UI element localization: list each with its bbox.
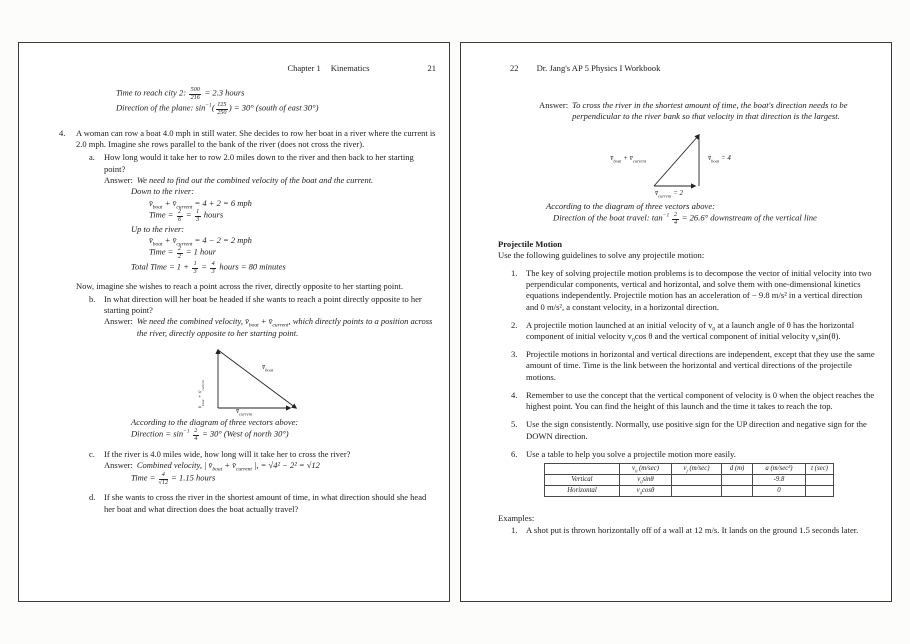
guideline-item [511, 268, 876, 313]
table-cell: -9.8 [753, 474, 806, 485]
table-header-cell [545, 463, 620, 474]
part-label: a. [89, 152, 95, 163]
solution-line: Time to reach city 2: $\frac{500}{216}$ = 2.3 hours [116, 87, 245, 102]
table-header-cell: a (m/sec²) [753, 463, 806, 474]
table-header-cell: d (m) [722, 463, 753, 474]
table-header-cell: t (sec) [806, 463, 834, 474]
part-a [89, 152, 436, 175]
table-header-cell: $v_0$ (m/sec) [620, 463, 672, 474]
part-text: If the river is 4.0 miles wide, how long will it take her to cross the river? [104, 449, 351, 460]
table-cell: 0 [753, 485, 806, 496]
answer-label: Answer: [104, 316, 133, 327]
table-cell [806, 474, 834, 485]
left-page-header [59, 63, 436, 74]
work-line: Total Time = 1 + $\frac{1}{3}$ = $\frac{4}{3}$ hours = 80 minutes [131, 260, 286, 275]
current-vector-label: $v̄_{current} = 2$ [655, 188, 684, 198]
question-text: A woman can row a boat 4.0 mph in still water. She decides to row her boat in a river where the current is 2.0 mph. Imagine she rows parallel to the bank of the river (does not cross the river). [76, 127, 436, 150]
guideline-item [511, 449, 876, 460]
resultant-vector-line [654, 135, 699, 186]
solution-line: Direction of the plane: $\sin^{-1}$( $\frac{125}{250}$ ) = 30° (south of east 30°) [116, 102, 319, 116]
part-label: b. [89, 293, 96, 304]
guideline-text: Remember to use the concept that the vertical component of velocity is 0 when the object reaches the highest point. You can find the height of this launch and the time it takes to reach the top. [526, 389, 875, 412]
boat-vector-label: $v̄_{boat} = 4$ [708, 153, 731, 163]
guideline-number: 1. [511, 268, 518, 279]
guideline-number: 2. [511, 319, 518, 330]
answer-text: We need to find out the combined velocity of the boat and the current. [136, 174, 374, 185]
answer-label: Answer: [104, 460, 133, 471]
page-21 [18, 42, 450, 602]
answer-label: Answer: [104, 174, 133, 185]
answer-text: Combined velocity, | $v̄_{boat}$ + $v̄_{current}$ |, = √4² − 2² = √12 [136, 460, 320, 474]
question-number: 4. [59, 127, 66, 138]
boat-vector-line [218, 350, 296, 408]
example-number: 1. [511, 525, 518, 536]
guideline-text: Use the sign consistently. Normally, use positive sign for the UP direction and negative sign for the DOWN direction. [526, 419, 867, 441]
part-text: How long would it take her to row 2.0 miles down to the river and then back to her starting point? [104, 152, 414, 174]
work-line: $v̄_{boat}$ + $v̄_{current} = 4 - 2 = 2$ mph [149, 234, 252, 248]
guideline-text: The key of solving projectile motion problems is to decompose the vector of initial velocity into two perpendicular components, vertical and horizontal, and solve them with one-dimensional kinetics equations independently. Projectile motion has an acceleration of − 9.8 m/s² in a vertical direction and 0 m/s², a constant velocity, in a horizontal direction. [526, 268, 872, 312]
right-page-header [510, 63, 876, 74]
page-number: 21 [427, 63, 436, 73]
boat-vector-label: $v̄_{boat}$ [262, 363, 274, 373]
vector-diagram-page22 [560, 129, 820, 199]
answer-d [539, 100, 876, 122]
answer-text: We need the combined velocity, $v̄_{boat}$ + $v̄_{current}$, which directly points to a position across the river, directly opposite to her starting point. [136, 316, 433, 338]
answer-text: To cross the river in the shortest amount of time, the boat's direction needs to be perpendicular to the river bank so that velocity in that direction is the largest. [572, 100, 848, 122]
guideline-number: 4. [511, 389, 518, 400]
page-number: 22 [510, 63, 519, 73]
page-22 [460, 42, 892, 602]
question-4 [59, 128, 436, 151]
chapter-label: Chapter 1 [287, 63, 321, 73]
resultant-vector-label: $v̄_{boat}$ + $v̄_{current}$ [610, 153, 646, 163]
according-line: According to the diagram of three vectors above: [131, 417, 299, 428]
resultant-vector-label: $v̄_{boat}$ + $v̄_{current}$ [197, 379, 205, 409]
work-line: $v̄_{boat}$ + $v̄_{current} = 4 + 2 = 6$ mph [149, 197, 252, 211]
work-line: Up to the river: [131, 223, 185, 234]
spacer [59, 281, 76, 292]
part-d [89, 492, 436, 515]
table-header-row [545, 463, 834, 474]
guideline-number: 6. [511, 448, 518, 459]
guideline-text: A projectile motion launched at an initial velocity of $v_0$ at a launch angle of θ has the horizontal component of initial velocity $v_0\cos$ θ and the vertical component of initial velocity $v_0\sin(\theta)$. [526, 319, 855, 344]
book-title: Dr. Jang's AP 5 Physics I Workbook [536, 63, 661, 73]
table-cell: Horizontal [545, 485, 620, 496]
guideline-number: 5. [511, 419, 518, 430]
guideline-text: Use a table to help you solve a projectile motion more easily. [526, 448, 736, 459]
part-label: d. [89, 492, 96, 503]
direction-line: Direction of the boat travel: $\tan^{-1}$ $\frac{2}{4}$ = 26.6° downstream of the vertical line [553, 210, 817, 226]
projectile-table [544, 463, 834, 497]
table-header-cell: $v_f$ (m/sec) [672, 463, 722, 474]
table-cell: $v_0\sin\theta$ [620, 474, 672, 485]
part-c [89, 449, 436, 460]
work-line: Time = $\frac{2}{2}$ = 1 hour [149, 246, 217, 260]
guideline-number: 3. [511, 349, 518, 360]
vector-diagram-page21 [184, 342, 364, 416]
guideline-text: Projectile motions in horizontal and vertical directions are independent, except that they use the same amount of time. Time is the link between the horizontal and vertical directions of the projectile motions. [526, 349, 875, 382]
table-cell [672, 474, 722, 485]
table-cell: Vertical [545, 474, 620, 485]
table-cell [722, 485, 753, 496]
current-vector-label: $v̄_{current}$ [236, 407, 253, 417]
section-label: Kinematics [330, 63, 370, 73]
answer-c [104, 460, 436, 474]
work-line: Time = $\frac{4}{√12}$ = 1.15 hours [131, 471, 216, 486]
section-heading: Projectile Motion [498, 238, 563, 249]
table-cell: $v_0\cos\theta$ [620, 485, 672, 496]
answer-a [104, 175, 436, 186]
guideline-item [511, 390, 876, 412]
according-line: According to the diagram of three vectors above: [546, 200, 716, 211]
answer-b [104, 316, 436, 339]
examples-heading: Examples: [498, 512, 535, 523]
example-item [511, 525, 876, 536]
table-cell [722, 474, 753, 485]
part-text: In what direction will her boat be headed if she wants to reach a point directly opposite to her starting point? [104, 293, 422, 316]
table-row [545, 485, 834, 496]
part-text: If she wants to cross the river in the shortest amount of time, in what direction should she head her boat and what direction does the boat actually travel? [104, 492, 427, 514]
part-label: c. [89, 449, 95, 460]
paragraph-text: Now, imagine she wishes to reach a point across the river, directly opposite to her starting point. [76, 280, 403, 291]
answer-label: Answer: [539, 100, 569, 111]
guideline-item [511, 320, 876, 342]
example-text: A shot put is thrown horizontally off of a wall at 12 m/s. It lands on the ground 1.5 seconds later. [526, 525, 859, 536]
work-line: Time = $\frac{2}{6}$ = $\frac{1}{3}$ hours [149, 208, 224, 223]
paragraph-now [59, 281, 436, 292]
direction-line: Direction = $\sin^{-1}$ $\frac{2}{4}$ = 30° (West of north 30°) [131, 428, 289, 443]
table-row [545, 474, 834, 485]
section-intro: Use the following guidelines to solve any projectile motion: [498, 249, 705, 260]
table-cell [672, 485, 722, 496]
work-line: Down to the river: [131, 186, 195, 197]
part-b [89, 294, 436, 317]
table-cell [806, 485, 834, 496]
guideline-item [511, 419, 876, 441]
vector-triangle [214, 342, 304, 414]
guideline-item [511, 349, 876, 383]
